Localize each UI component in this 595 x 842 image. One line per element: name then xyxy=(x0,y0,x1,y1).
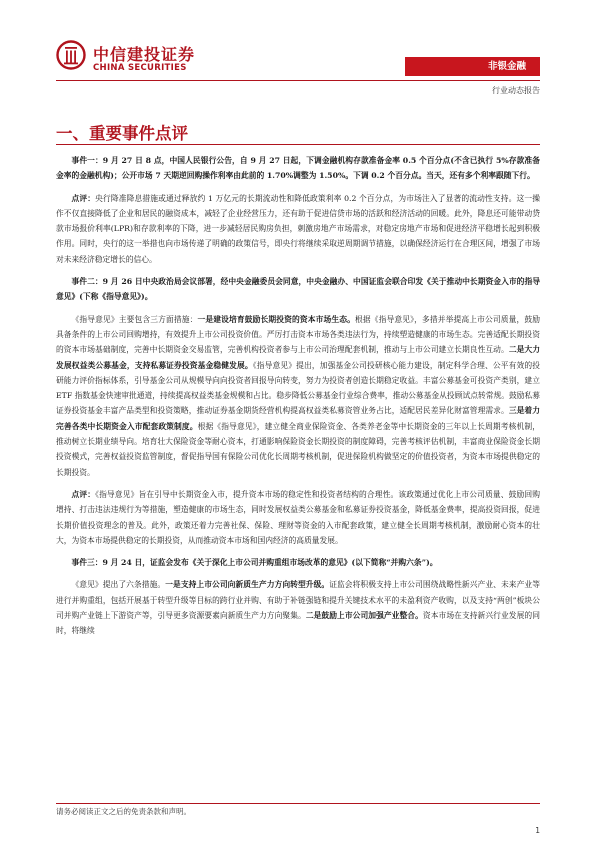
event-1-heading: 事件一：9 月 27 日 8 点，中国人民银行公告，自 9 月 27 日起，下调金融机构存款准备金率 0.5 个百分点(不含已执行 5%存款准备金率的金融机构)；公开市场 7 天期逆回购操作利率由此前的 1.70%调整为 1.50%。下调 0.2 个百分点。当天，还有多个利率跟随下行。 xyxy=(56,156,540,181)
body-text: 根据《指导意见》，建立健全商业保险资金、各类养老金等中长期资金的三年以上长周期考核机制，推动树立长期业绩导向。培育壮大保险资金等耐心资本，打通影响保险资金长期投资的制度障碍，完善考核评估机制，丰富商业保险资金长期投资模式，完善权益投资监管制度，督促指导国有保险公司优化长周期考核机制，促进保险机构做坚定的价值投资者，为资本市场提供稳定的长期投资。 xyxy=(56,421,540,477)
body-emphasis: 一是建设培育鼓励长期投资的资本市场生态。 xyxy=(197,314,355,324)
event-2-body xyxy=(56,312,540,480)
footer-divider xyxy=(56,803,540,804)
body-text: 证监会将积极支持上市公司围绕战略性新兴产业、未来产业等进行并购重组，包括开展基于转型升级等目标的跨行业并购、有助于补链强链和提升关键技术水平的未盈利资产收购，以及支持“两创”板块公司并购产业链上下游资产等，引导更多资源要素向新质生产力方向聚集。 xyxy=(56,580,540,621)
comment-text: 《指导意见》旨在引导中长期资金入市，提升资本市场的稳定性和投资者结构的合理性。该政策通过优化上市公司质量、鼓励回购增持、打击违法违规行为等措施，塑造健康的市场生态，同时发展权益类公募基金和私募证券投资基金，降低基金费率，提高投资回报，促进长期价值投资理念的普及。此外，政策还着力完善社保、保险、理财等资金的入市配套政策，建立健全长周期考核机制，激励耐心资本的壮大，为资本市场提供稳定的长期投资，从而推动资本市场和国内经济的高质量发展。 xyxy=(56,489,540,545)
body-text: 《意见》提出了六条措施。 xyxy=(71,580,166,590)
body-emphasis: 一是支持上市公司向新质生产力方向转型升级。 xyxy=(165,580,330,590)
event-3-body xyxy=(56,577,540,638)
header-divider xyxy=(56,80,540,81)
section-divider xyxy=(56,144,540,145)
comment-label: 点评： xyxy=(71,193,96,203)
body-emphasis: 三是着力完善各类中长期资金入市配套政策制度。 xyxy=(56,406,540,431)
event-2-comment xyxy=(56,487,540,548)
body-text: 《指导意见》提出，加强基金公司投研核心能力建设，制定科学合理、公平有效的投研能力评价指标体系，引导基金公司从规模导向向投资者回报导向转变，努力为投资者创造长期稳定收益。丰富公募基金可投资产类别，建立 ETF 指数基金快速审批通道，持续提高权益类基金规模和占比。稳步降低公募基金行业综合费率，推动公募基金从投顾试点转常规。鼓励私募证券投资基金丰富产品类型和投资策略，推动证券基金期货经营机构提高权益类私募资管业务占比，适配居民差异化财富管理需求。 xyxy=(56,360,540,416)
comment-text: 央行降准降息措施或通过释放约 1 万亿元的长期流动性和降低政策利率 0.2 个百分点，为市场注入了显著的流动性支持。这一操作不仅直接降低了企业和居民的融资成本，减轻了企业经营压力，还有助于促进信贷市场的活跃和经济活动的回暖。此外，降息还可能带动贷款市场报价利率(LPR)和存款利率的下降，进一步减轻居民购房负担，刺激房地产市场需求，对稳定房地产市场和促进经济平稳增长起到积极作用。同时，央行的这一举措也向市场传递了明确的政策信号，即央行将继续采取逆周期调节措施，以确保经济运行在合理区间，增强了市场对未来经济稳定增长的信心。 xyxy=(56,193,540,264)
body-emphasis: 二是鼓励上市公司加强产业整合。 xyxy=(305,611,423,621)
comment-label: 点评： xyxy=(71,489,96,499)
event-1-comment xyxy=(56,191,540,267)
body-emphasis: 二是大力发展权益类公募基金，支持私募证券投资基金稳健发展。 xyxy=(56,345,540,370)
report-type-label: 行业动态报告 xyxy=(492,86,540,95)
event-2-heading: 事件二：9 月 26 日中央政治局会议部署，经中央金融委员会同意，中央金融办、中国证监会联合印发《关于推动中长期资金入市的指导意见》(下称《指导意见》)。 xyxy=(56,277,540,302)
disclaimer-text: 请务必阅读正文之后的免责条款和声明。 xyxy=(56,807,191,816)
body-text: 《指导意见》主要包含三方面措施： xyxy=(71,314,198,324)
page-number: 1 xyxy=(535,826,540,835)
sector-badge: 非银金融 xyxy=(405,57,540,76)
article-body xyxy=(56,153,540,646)
body-text: 资本市场在支持新兴行业发展的同时，将继续 xyxy=(56,611,540,636)
brand-name-cn: 中信建投证券 xyxy=(93,45,196,64)
china-securities-logo-icon xyxy=(56,40,86,70)
brand-name-en: CHINA SECURITIES xyxy=(93,63,187,73)
body-text: 根据《指导意见》，多措并举提高上市公司质量，鼓励具备条件的上市公司回购增持，有效提升上市公司投资价值。严厉打击资本市场各类违法行为，持续塑造健康的市场生态。完善适配长期投资的资本市场基础制度，完善中长期资金交易监管，完善机构投资者参与上市公司治理配套机制，推动与上市公司建立长期良性互动。 xyxy=(56,314,540,355)
section-title: 一、重要事件点评 xyxy=(56,124,188,143)
event-3-heading: 事件三：9 月 24 日，证监会发布《关于深化上市公司并购重组市场改革的意见》(以下简称“并购六条”)。 xyxy=(71,558,438,568)
